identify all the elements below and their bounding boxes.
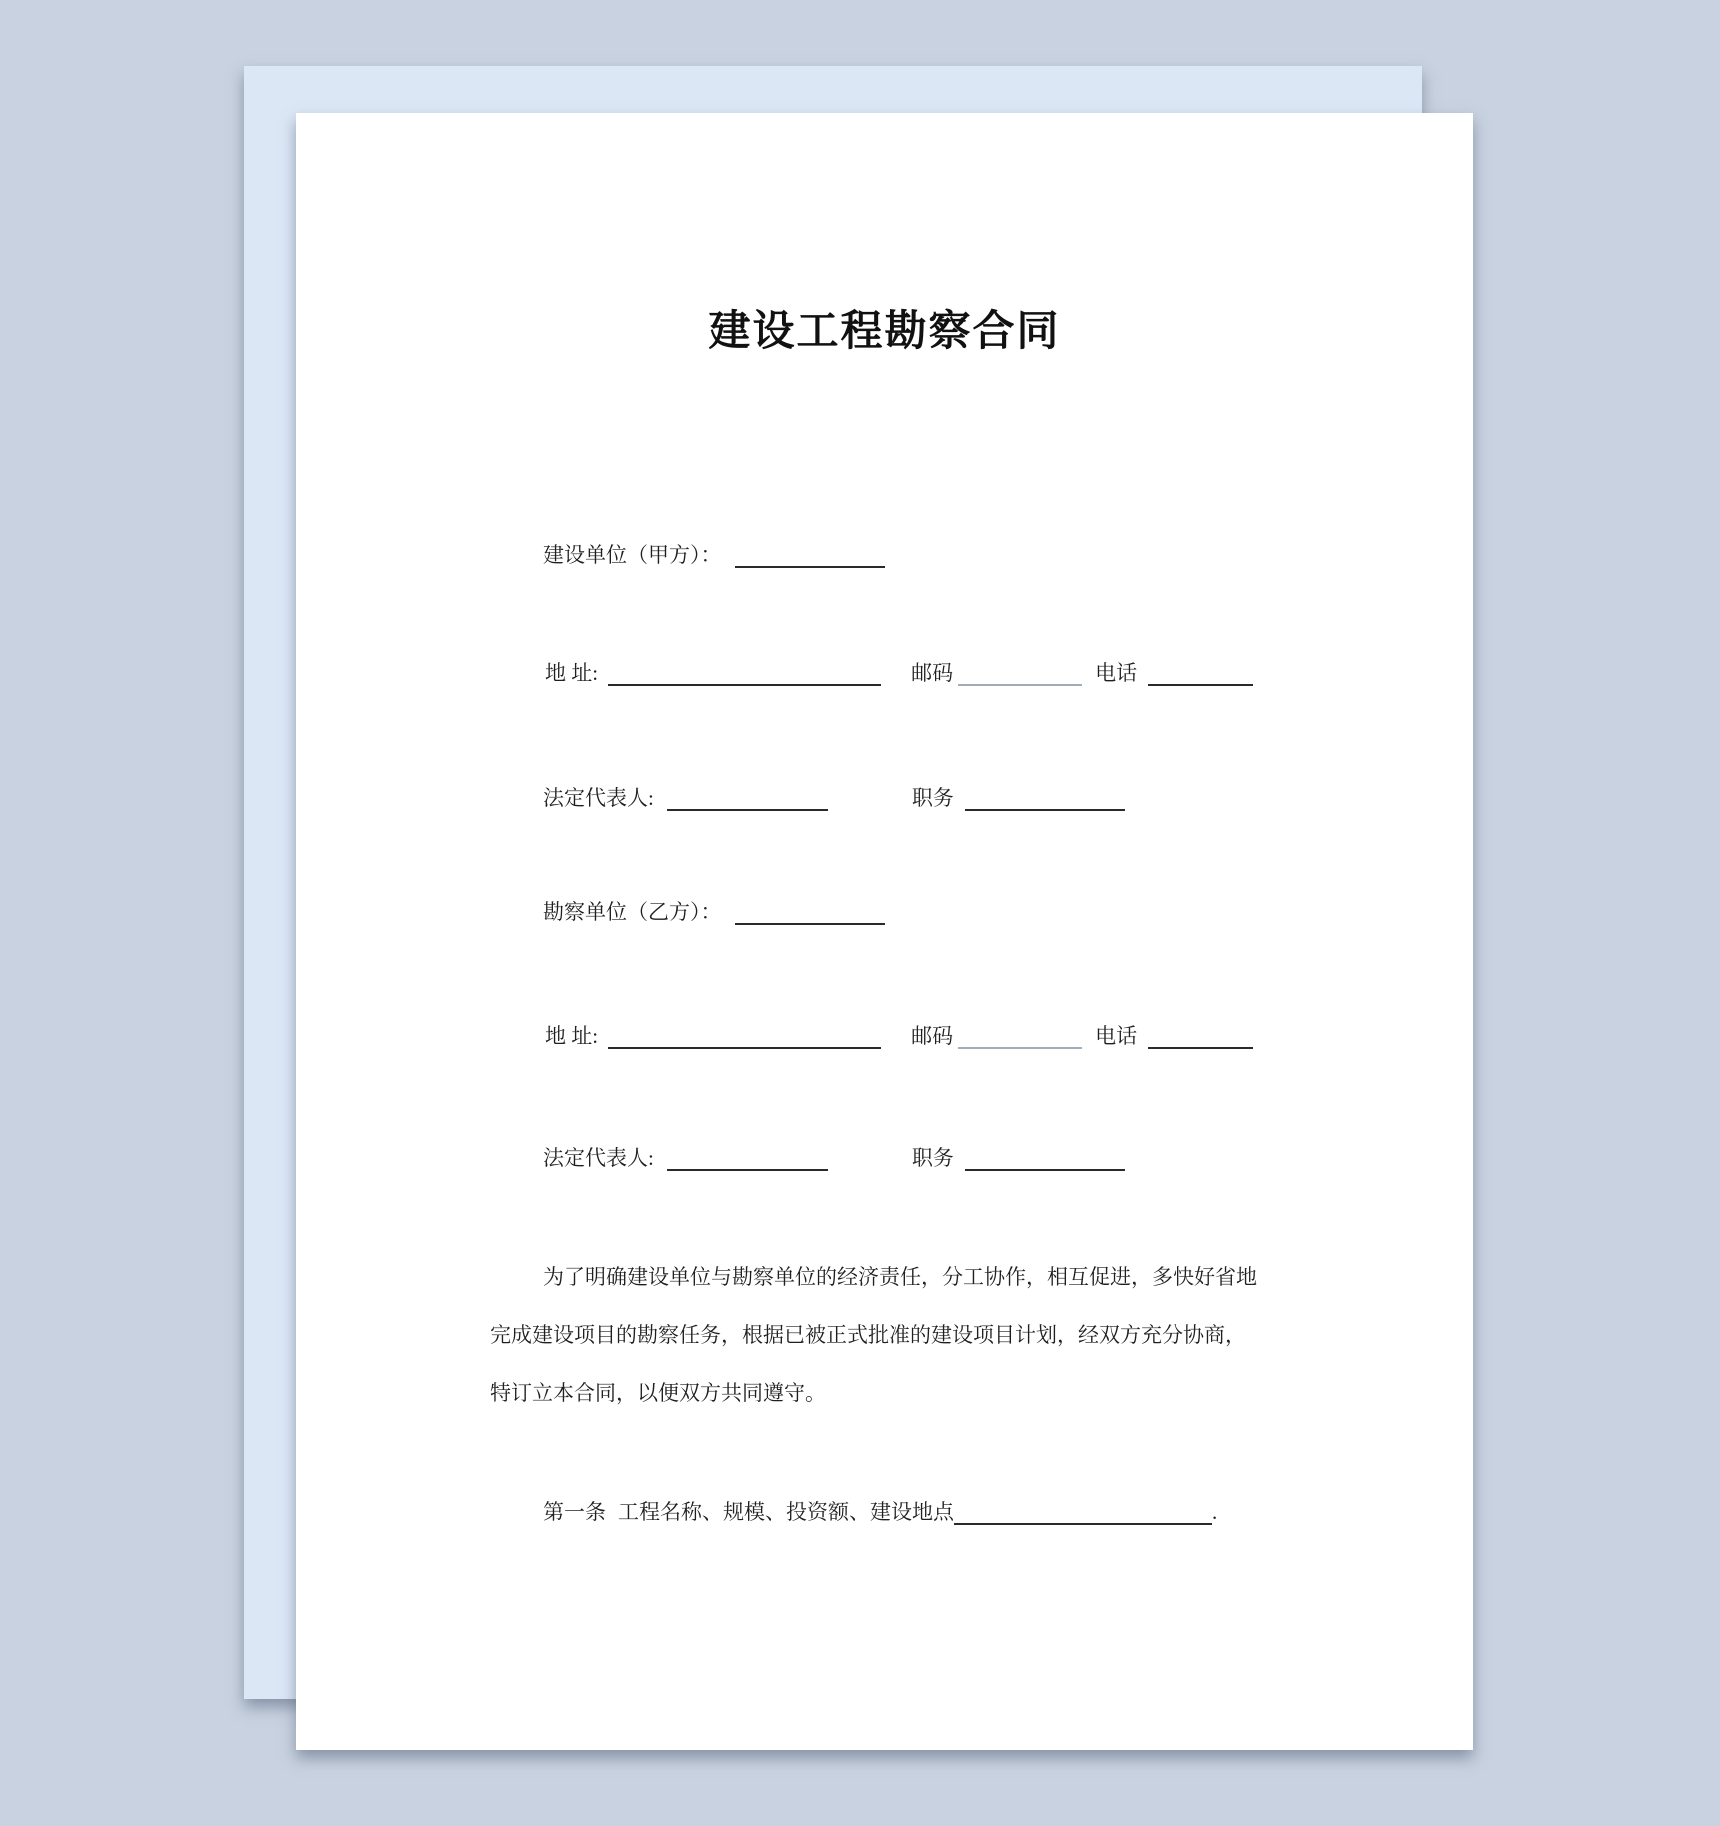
party-a-position-label: 职务 bbox=[911, 786, 954, 810]
party-b-postcode-blank bbox=[958, 1027, 1082, 1049]
preamble-paragraph bbox=[490, 1265, 1290, 1439]
preamble-line-2: 完成建设项目的勘察任务，根据已被正式批准的建设项目计划，经双方充分协商， bbox=[490, 1323, 1246, 1347]
document-title: 建设工程勘察合同 bbox=[708, 307, 1061, 354]
party-b-legal-rep-blank bbox=[667, 1148, 828, 1171]
article-1-text: 工程名称、规模、投资额、建设地点 bbox=[618, 1500, 954, 1524]
party-a-postcode-label: 邮码 bbox=[911, 661, 954, 685]
contract-page bbox=[296, 113, 1473, 1750]
party-a-position-blank bbox=[965, 788, 1125, 811]
party-b-position-label: 职务 bbox=[911, 1146, 954, 1170]
party-a-phone-blank bbox=[1148, 663, 1253, 686]
party-a-legal-rep-row bbox=[543, 786, 1125, 811]
party-b-address-label: 地 址: bbox=[545, 1024, 599, 1048]
party-a-unit-blank bbox=[735, 545, 885, 568]
party-a-unit-row bbox=[543, 543, 885, 568]
party-a-legal-rep-blank bbox=[667, 788, 828, 811]
article-1-row bbox=[543, 1500, 1217, 1525]
party-b-phone-label: 电话 bbox=[1095, 1024, 1138, 1048]
party-b-legal-rep-label: 法定代表人: bbox=[543, 1146, 654, 1170]
party-b-phone-blank bbox=[1148, 1026, 1253, 1049]
article-1-number: 第一条 bbox=[543, 1500, 606, 1524]
party-a-unit-label: 建设单位（甲方）： bbox=[543, 543, 722, 567]
party-b-position-blank bbox=[965, 1148, 1125, 1171]
article-1-suffix: . bbox=[1212, 1500, 1218, 1524]
party-b-address-row bbox=[545, 1024, 1253, 1049]
article-1-blank bbox=[954, 1502, 1212, 1525]
preamble-line-3: 特订立本合同，以便双方共同遵守。 bbox=[490, 1381, 826, 1405]
party-b-unit-blank bbox=[735, 902, 885, 925]
party-b-address-blank bbox=[608, 1026, 881, 1049]
party-a-address-label: 地 址: bbox=[545, 661, 599, 685]
party-b-legal-rep-row bbox=[543, 1146, 1125, 1171]
party-b-postcode-label: 邮码 bbox=[911, 1024, 954, 1048]
party-a-address-row bbox=[545, 661, 1253, 686]
party-b-unit-label: 勘察单位（乙方）： bbox=[543, 900, 722, 924]
party-a-phone-label: 电话 bbox=[1095, 661, 1138, 685]
party-a-legal-rep-label: 法定代表人: bbox=[543, 786, 654, 810]
preamble-line-1: 为了明确建设单位与勘察单位的经济责任，分工协作，相互促进，多快好省地 bbox=[543, 1265, 1257, 1289]
party-a-address-blank bbox=[608, 663, 881, 686]
party-a-postcode-blank bbox=[958, 664, 1082, 686]
party-b-unit-row bbox=[543, 900, 885, 925]
